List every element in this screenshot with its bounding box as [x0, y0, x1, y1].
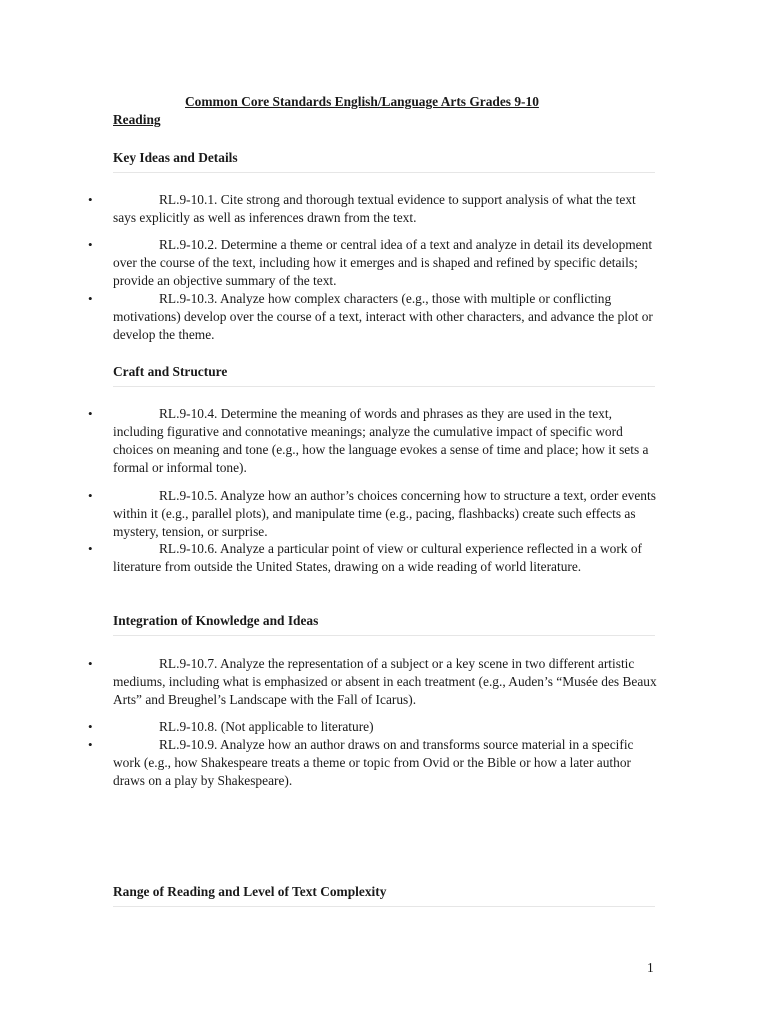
- standard-text: RL.9-10.1. Cite strong and thorough textual evidence to support analysis of what the text says explicitly as well as inferences drawn from the text.: [113, 192, 636, 225]
- bullet: •: [88, 737, 93, 752]
- document-subtitle: Reading: [113, 112, 161, 127]
- bullet: •: [88, 291, 93, 306]
- page-number: 1: [647, 960, 654, 975]
- standard-text: RL.9-10.7. Analyze the representation of a subject or a key scene in two different artistic mediums, including what is emphasized or absent in each treatment (e.g., Auden’s “Musée des Beaux Arts” and Breughel’s Landscape with the Fall of Icarus).: [113, 656, 657, 707]
- bullet: •: [88, 488, 93, 503]
- document-title: Common Core Standards English/Language Arts Grades 9-10: [185, 94, 539, 109]
- section-heading-range-of-reading: Range of Reading and Level of Text Complexity: [113, 884, 655, 907]
- bullet: •: [88, 541, 93, 556]
- standard-text: RL.9-10.4. Determine the meaning of words and phrases as they are used in the text, including figurative and connotative meanings; analyze the cumulative impact of specific word choices on meaning and tone (e.g., how the language evokes a sense of time and place; how it sets a formal or informal tone).: [113, 406, 649, 475]
- standard-text: RL.9-10.5. Analyze how an author’s choices concerning how to structure a text, order events within it (e.g., parallel plots), and manipulate time (e.g., pacing, flashbacks) create such effects as mystery, tension, or surprise.: [113, 488, 656, 539]
- section-heading-integration: Integration of Knowledge and Ideas: [113, 613, 655, 636]
- standard-text: RL.9-10.9. Analyze how an author draws on and transforms source material in a specific work (e.g., how Shakespeare treats a theme or topic from Ovid or the Bible or how a later author draws on a play by Shakespeare).: [113, 737, 634, 788]
- standard-text: RL.9-10.6. Analyze a particular point of view or cultural experience reflected in a work of literature from outside the United States, drawing on a wide reading of world literature.: [113, 541, 642, 574]
- bullet: •: [88, 237, 93, 252]
- bullet: •: [88, 192, 93, 207]
- bullet: •: [88, 406, 93, 421]
- bullet: •: [88, 656, 93, 671]
- standard-text: RL.9-10.3. Analyze how complex characters (e.g., those with multiple or conflicting motivations) develop over the course of a text, interact with other characters, and advance the plot or develop the theme.: [113, 291, 653, 342]
- section-heading-craft-structure: Craft and Structure: [113, 364, 655, 387]
- standard-text: RL.9-10.8. (Not applicable to literature): [159, 719, 374, 734]
- bullet: •: [88, 719, 93, 734]
- section-heading-key-ideas: Key Ideas and Details: [113, 150, 655, 173]
- standard-text: RL.9-10.2. Determine a theme or central idea of a text and analyze in detail its development over the course of the text, including how it emerges and is shaped and refined by specific details; provide an objective summary of the text.: [113, 237, 653, 288]
